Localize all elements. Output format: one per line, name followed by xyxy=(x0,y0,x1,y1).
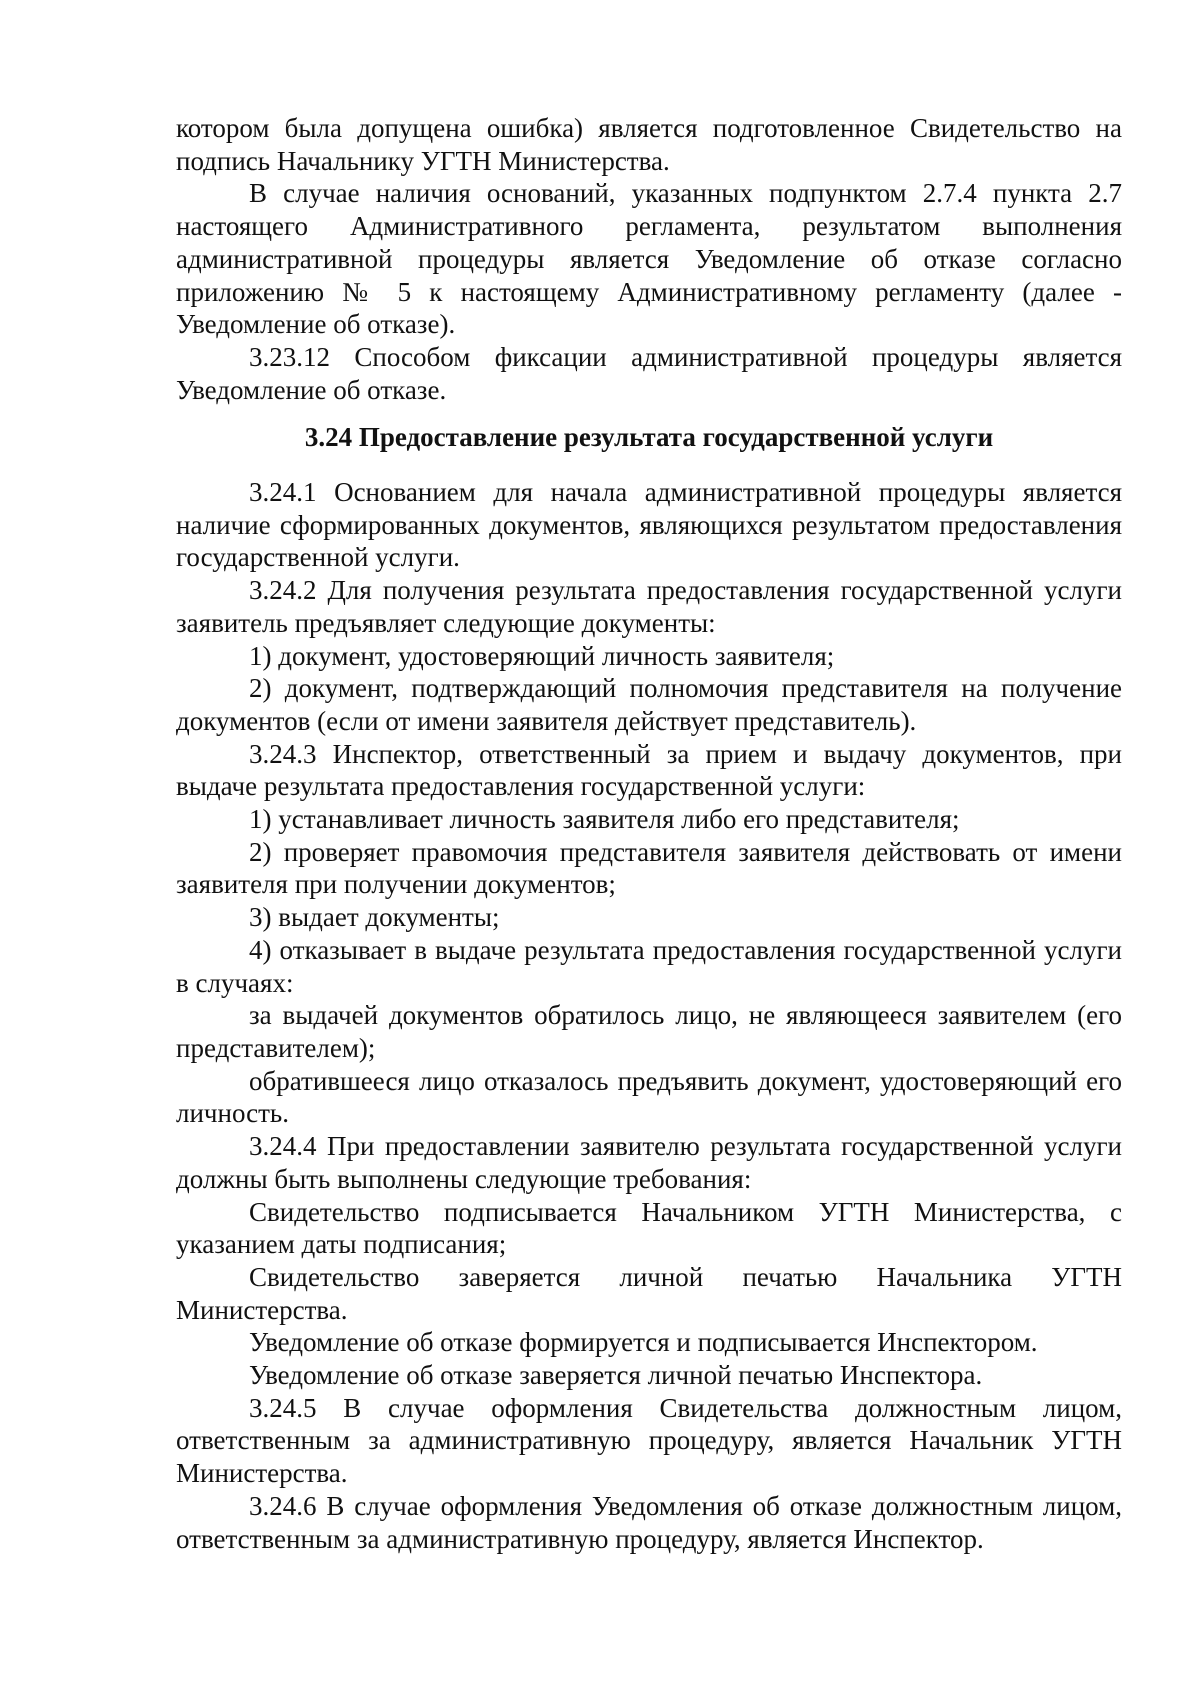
paragraph-3-24-1: 3.24.1 Основанием для начала административной процедуры является наличие сформированных документов, являющихся результатом предоставления государственной услуги. xyxy=(176,477,1122,573)
paragraph-3-24-2: 3.24.2 Для получения результата предоставления государственной услуги заявитель предъявляет следующие документы: xyxy=(176,575,1122,638)
section-heading-3-24: 3.24 Предоставление результата государственной услуги xyxy=(304,422,994,453)
paragraph-3-24-6: 3.24.6 В случае оформления Уведомления об отказе должностным лицом, ответственным за административную процедуру, является Инспектор. xyxy=(176,1490,1122,1554)
list-subitem: обратившееся лицо отказалось предъявить документ, удостоверяющий его личность. xyxy=(176,1065,1122,1129)
paragraph: В случае наличия оснований, указанных подпунктом 2.7.4 пункта 2.7 настоящего Административного регламента, результатом выполнения административной процедуры является Уведомление об отказе согласно приложению № 5 к настоящему Административному регламенту (далее - Уведомление об отказе). xyxy=(176,178,1122,340)
paragraph-3-24-4: 3.24.4 При предоставлении заявителю результата государственной услуги должны быть выполнены следующие требования: xyxy=(176,1131,1122,1194)
paragraph-3-23-12: 3.23.12 Способом фиксации административной процедуры является Уведомление об отказе. xyxy=(176,341,1122,405)
requirement-item: Свидетельство заверяется личной печатью Начальника УГТН Министерства. xyxy=(176,1261,1122,1325)
list-subitem: за выдачей документов обратилось лицо, не являющееся заявителем (его представителем); xyxy=(176,1000,1122,1063)
list-item: 2) проверяет правомочия представителя заявителя действовать от имени заявителя при получении документов; xyxy=(176,836,1122,900)
list-item: 3) выдает документы; xyxy=(249,902,500,933)
paragraph-3-24-5: 3.24.5 В случае оформления Свидетельства должностным лицом, ответственным за административную процедуру, является Начальник УГТН Министерства. xyxy=(176,1392,1122,1489)
list-item: 4) отказывает в выдаче результата предоставления государственной услуги в случаях: xyxy=(176,934,1122,998)
paragraph-3-24-3: 3.24.3 Инспектор, ответственный за прием и выдачу документов, при выдаче результата предоставления государственной услуги: xyxy=(176,738,1122,802)
list-item: 1) устанавливает личность заявителя либо его представителя; xyxy=(249,804,960,835)
list-item: 1) документ, удостоверяющий личность заявителя; xyxy=(249,640,835,671)
list-item: 2) документ, подтверждающий полномочия представителя на получение документов (если от имени заявителя действует представитель). xyxy=(176,673,1122,736)
requirement-item: Уведомление об отказе формируется и подписывается Инспектором. xyxy=(249,1327,1038,1358)
document-page xyxy=(176,112,1122,1555)
requirement-item: Уведомление об отказе заверяется личной печатью Инспектора. xyxy=(249,1360,983,1391)
requirement-item: Свидетельство подписывается Начальником УГТН Министерства, с указанием даты подписания; xyxy=(176,1196,1122,1260)
paragraph-continuation: котором была допущена ошибка) является подготовленное Свидетельство на подпись Начальнику УГТН Министерства. xyxy=(176,113,1122,176)
